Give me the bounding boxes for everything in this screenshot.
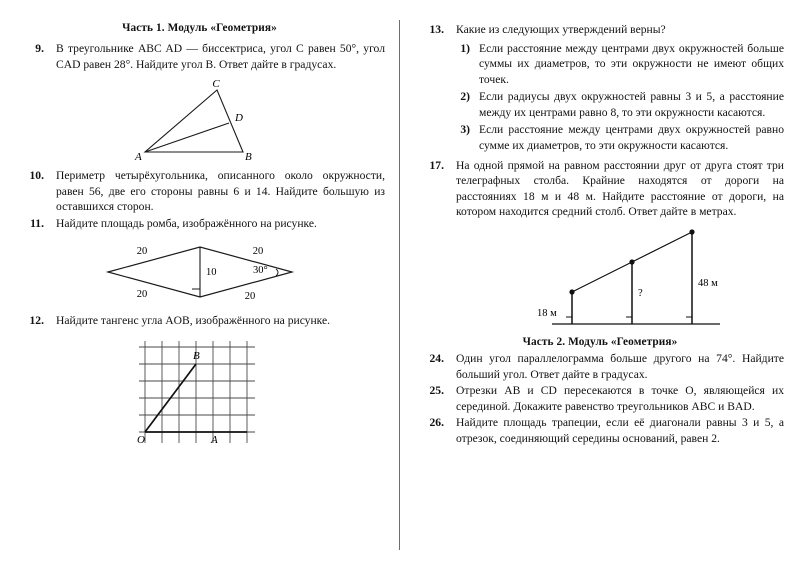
problem-26-number: 26. (429, 416, 444, 430)
problem-13-subitems (400, 41, 800, 154)
problem-13 (400, 22, 800, 38)
triangle-figure-wrapper (0, 78, 399, 163)
problem-25-number: 25. (429, 384, 444, 398)
problem-10 (0, 168, 399, 215)
problem-24-number: 24. (429, 351, 444, 365)
pole-middle-label: ? (638, 287, 643, 299)
telegraph-poles-icon (400, 224, 800, 336)
problem-24 (400, 351, 800, 382)
problem-13-subitem-3-number: 3) (460, 123, 470, 137)
rhombus-angle-label: 30° (252, 265, 268, 277)
problem-13-subitem-2-text: Если радиусы двух окружностей равны 3 и 5, а расстояние между их центрами равно 8, то эти окружности касаются. (479, 90, 784, 119)
rhombus-side-bottom-left: 20 (136, 289, 147, 301)
grid-label-a: A (210, 434, 218, 447)
problem-25-text: Отрезки AB и CD пересекаются в точке O, являющейся их серединой. Докажите равенство треугольников ABC и BAD. (456, 384, 784, 413)
problem-17-text: На одной прямой на равном расстоянии друг от друга стоят три телеграфных столба. Крайние находятся от дороги на расстояниях 18 м и 48 м. Найдите расстояние от дороги, на котором находится средний столб. Ответ дайте в метрах. (456, 158, 784, 219)
triangle-label-d: D (234, 112, 243, 125)
problem-25 (400, 383, 800, 414)
problem-11-text: Найдите площадь ромба, изображённого на рисунке. (56, 216, 317, 230)
rhombus-height-label: 10 (205, 267, 216, 279)
problem-26 (400, 415, 800, 446)
problem-11-number: 11. (30, 216, 44, 230)
left-column (0, 0, 399, 447)
problem-9 (0, 41, 399, 72)
triangle-label-b: B (244, 151, 252, 164)
rhombus-side-bottom-right: 20 (244, 291, 255, 303)
problem-13-text: Какие из следующих утверждений верны? (456, 23, 666, 36)
grid-label-o: O (136, 434, 145, 447)
problem-13-subitem-2 (452, 89, 784, 120)
problem-11 (0, 216, 399, 232)
part2-header: Часть 2. Модуль «Геометрия» (522, 335, 678, 348)
problem-26-text: Найдите площадь трапеции, если её диагонали равны 3 и 5, а отрезок, соединяющий середины оснований, равен 2. (456, 416, 784, 445)
problem-12 (0, 313, 399, 329)
problem-13-subitem-1-text: Если расстояние между центрами двух окружностей больше суммы их диаметров, то эти окружности не имеют общих точек. (479, 41, 784, 86)
grid-label-b: B (192, 350, 200, 363)
triangle-abc-bisector-icon (125, 78, 275, 163)
poles-figure-wrapper (400, 224, 800, 336)
problem-13-subitem-3-text: Если расстояние между центрами двух окружностей равно сумме их диаметров, то эти окружности касаются. (479, 123, 784, 153)
rhombus-figure-icon (100, 239, 300, 305)
problem-13-subitem-1-number: 1) (460, 41, 470, 55)
part1-header: Часть 1. Модуль «Геометрия» (122, 22, 277, 34)
problem-24-text: Один угол параллелограмма больше другого на 74°. Найдите больший угол. Ответ дайте в градусах. (456, 351, 784, 381)
problem-10-number: 10. (29, 169, 44, 183)
problem-13-number: 13. (429, 23, 444, 36)
problem-17-number: 17. (429, 158, 444, 172)
grid-figure-wrapper (0, 335, 399, 447)
pole-left-label: 18 м (537, 307, 557, 319)
problem-9-number: 9. (35, 42, 44, 55)
pole-right-label: 48 м (698, 277, 718, 289)
problem-12-number: 12. (29, 314, 44, 328)
problem-17 (400, 158, 800, 220)
rhombus-side-top-right: 20 (252, 246, 263, 258)
problem-10-text: Периметр четырёхугольника, описанного около окружности, равен 56, две его стороны равны 6 и 14. Найдите большую из оставшихся сторон. (56, 169, 385, 214)
problem-13-subitem-2-number: 2) (460, 90, 470, 104)
problem-13-subitem-3 (452, 122, 784, 153)
right-column (400, 0, 800, 446)
problem-9-text: В треугольнике ABC AD — биссектриса, угол C равен 50°, угол CAD равен 28°. Найдите угол B. Ответ дайте в градусах. (56, 42, 385, 71)
problem-12-text: Найдите тангенс угла AOB, изображённого на рисунке. (56, 314, 331, 328)
rhombus-side-top-left: 20 (136, 246, 147, 258)
triangle-label-c: C (211, 78, 220, 91)
grid-angle-aob-icon (137, 335, 263, 447)
triangle-label-a: A (134, 151, 142, 164)
problem-13-subitem-1 (452, 41, 784, 88)
rhombus-figure-wrapper (0, 239, 399, 305)
